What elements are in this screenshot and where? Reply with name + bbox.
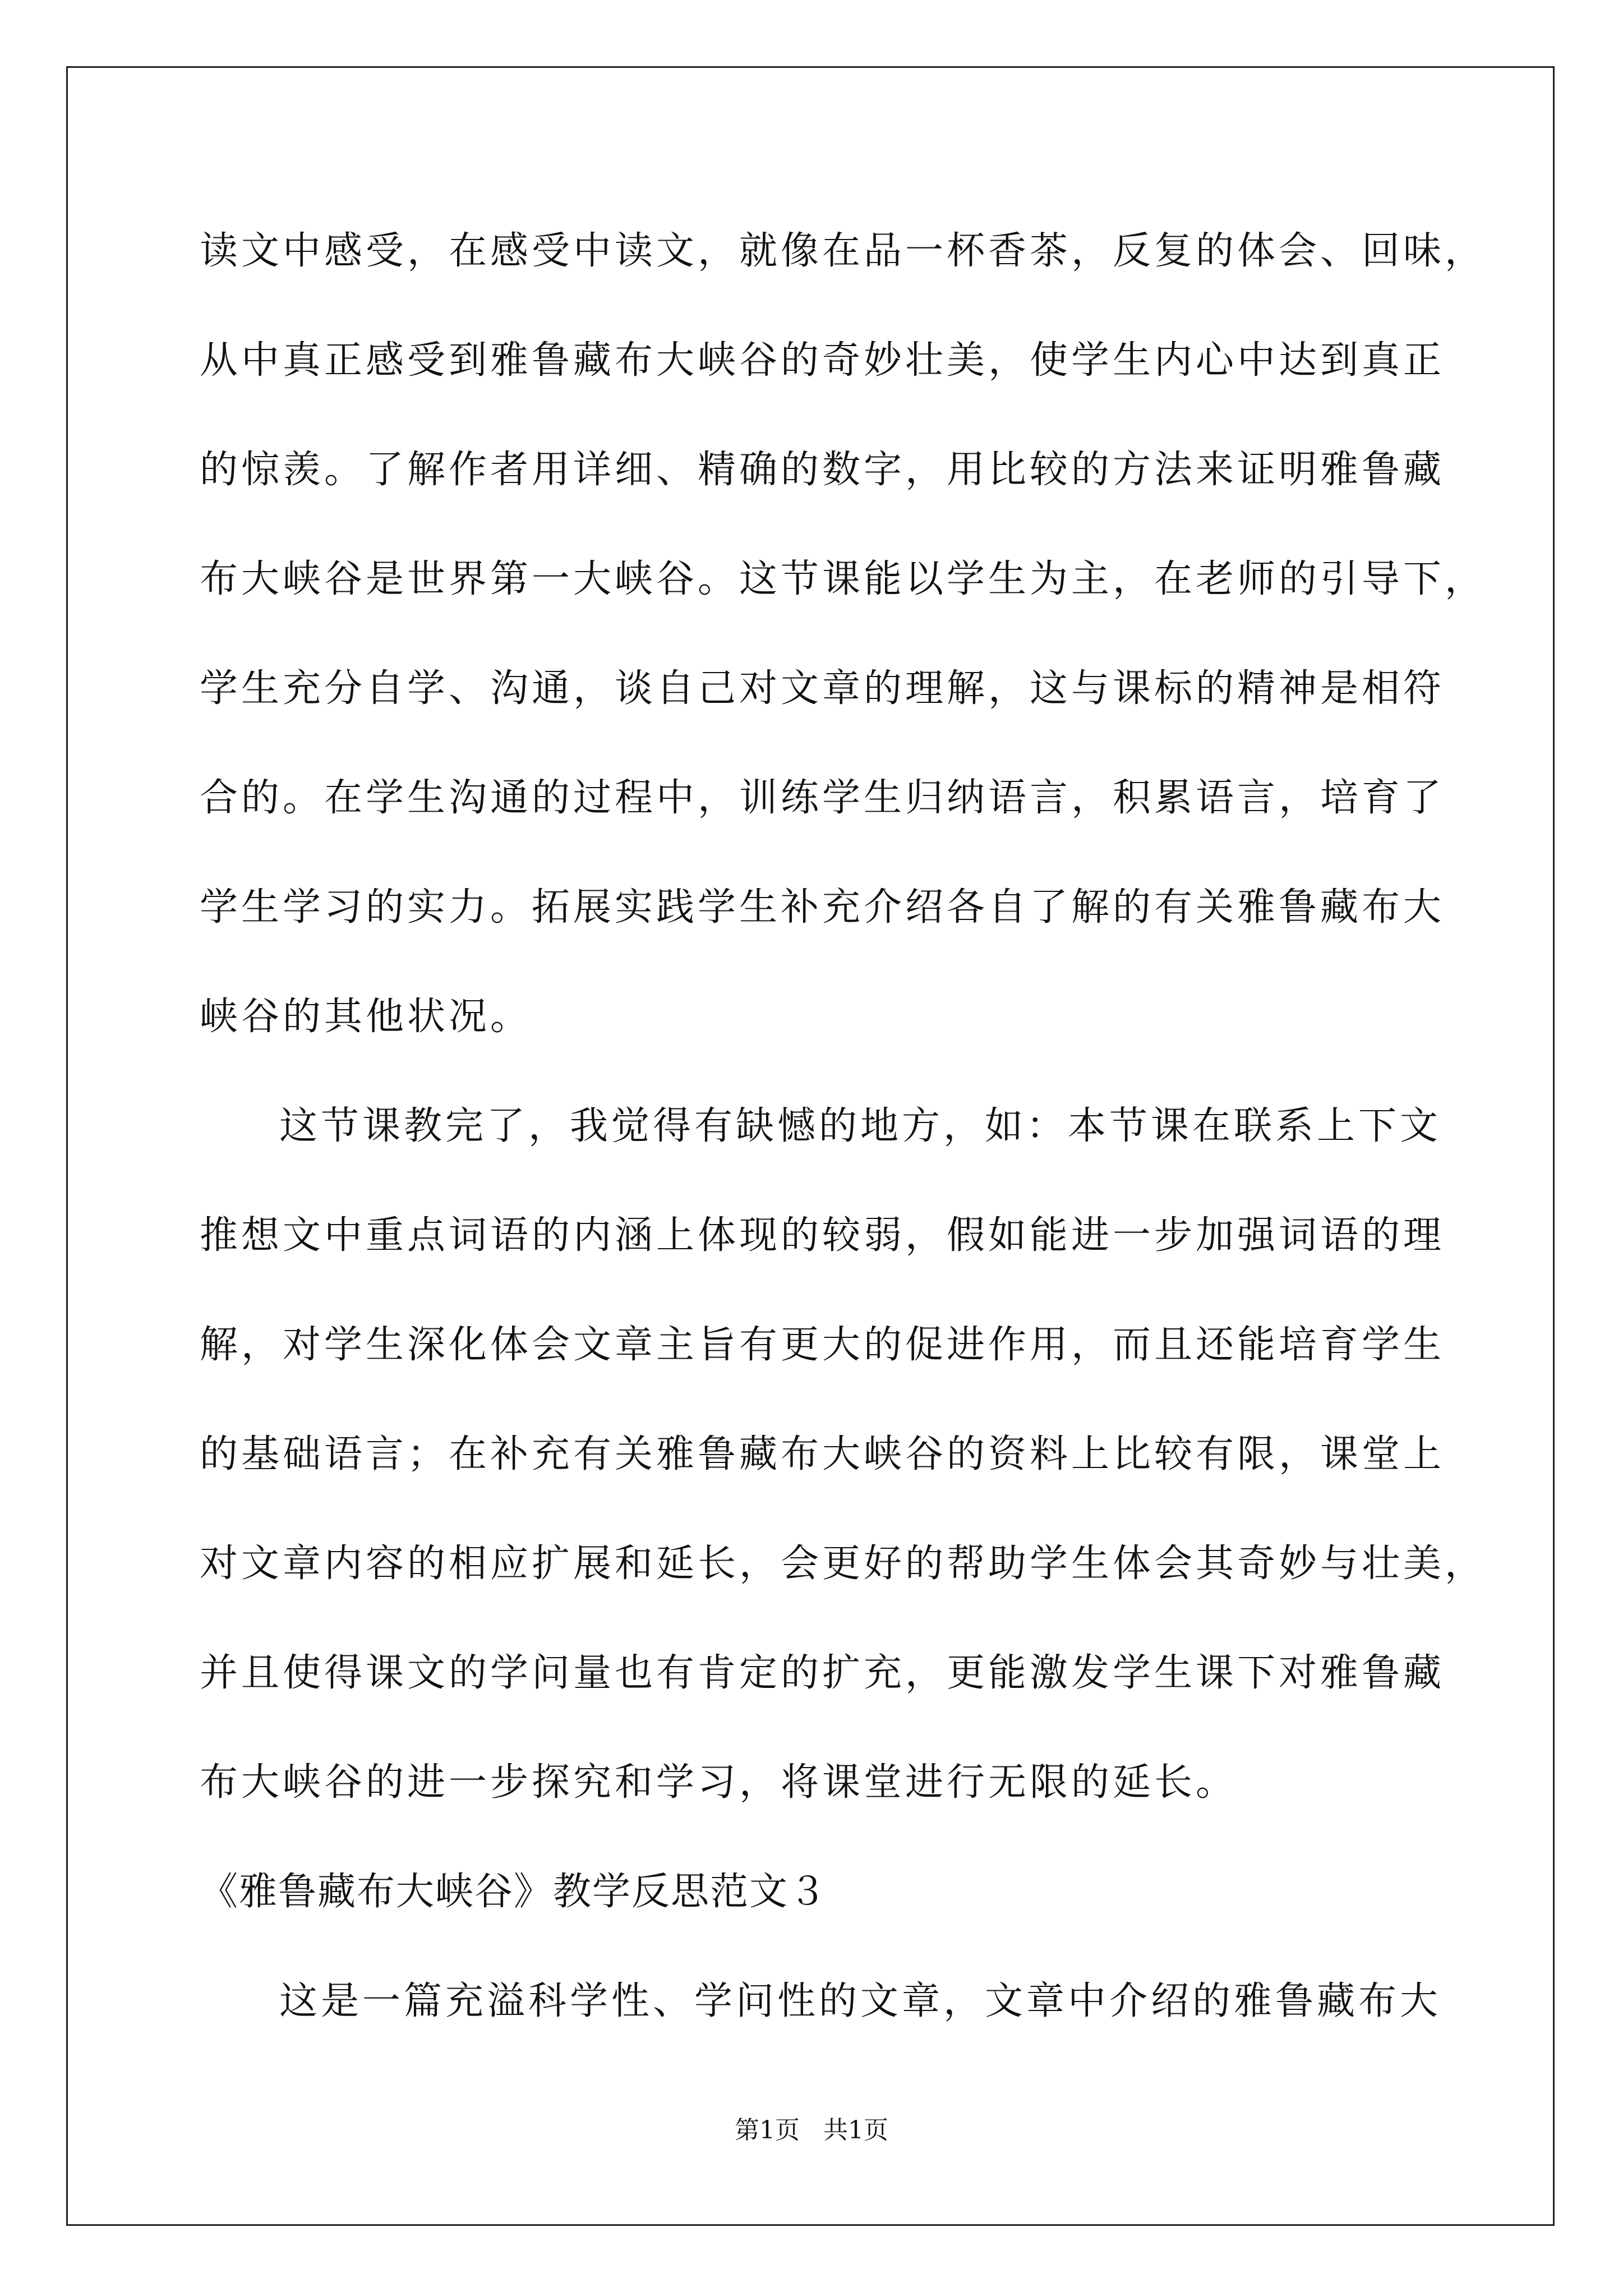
text-line: 解，对学生深化体会文章主旨有更大的促进作用，而且还能培育学生 — [200, 1323, 1445, 1367]
text-line: 峡谷的其他状况。 — [200, 995, 532, 1039]
text-line: 推想文中重点词语的内涵上体现的较弱，假如能进一步加强词语的理 — [200, 1213, 1445, 1258]
page-number-total: 共1页 — [823, 2116, 888, 2145]
text-line: 对文章内容的相应扩展和延长，会更好的帮助学生体会其奇妙与壮美， — [200, 1542, 1487, 1586]
section-heading: 《雅鲁藏布大峡谷》教学反思范文３ — [200, 1870, 828, 1914]
text-line: 布大峡谷的进一步探究和学习，将课堂进行无限的延长。 — [200, 1760, 1238, 1805]
text-line: 读文中感受，在感受中读文，就像在品一杯香茶，反复的体会、回味， — [200, 229, 1487, 273]
text-line: 的基础语言；在补充有关雅鲁藏布大峡谷的资料上比较有限，课堂上 — [200, 1432, 1445, 1476]
document-body — [200, 196, 1487, 2056]
paragraph-start-line: 这是一篇充溢科学性、学问性的文章，文章中介绍的雅鲁藏布大 — [279, 1979, 1442, 2023]
page-number-current: 第1页 — [735, 2116, 800, 2145]
text-line: 并且使得课文的学问量也有肯定的扩充，更能激发学生课下对雅鲁藏 — [200, 1651, 1445, 1695]
text-line: 合的。在学生沟通的过程中，训练学生归纳语言，积累语言，培育了 — [200, 776, 1445, 820]
paragraph-start-line: 这节课教完了，我觉得有缺憾的地方，如：本节课在联系上下文 — [279, 1104, 1442, 1148]
text-line: 学生充分自学、沟通，谈自己对文章的理解，这与课标的精神是相符 — [200, 666, 1445, 711]
text-line: 的惊羡。了解作者用详细、精确的数字，用比较的方法来证明雅鲁藏 — [200, 448, 1445, 492]
text-line: 学生学习的实力。拓展实践学生补充介绍各自了解的有关雅鲁藏布大 — [200, 885, 1445, 930]
page-footer — [0, 2114, 1623, 2147]
text-line: 从中真正感受到雅鲁藏布大峡谷的奇妙壮美，使学生内心中达到真正 — [200, 338, 1445, 383]
text-line: 布大峡谷是世界第一大峡谷。这节课能以学生为主，在老师的引导下， — [200, 557, 1487, 601]
